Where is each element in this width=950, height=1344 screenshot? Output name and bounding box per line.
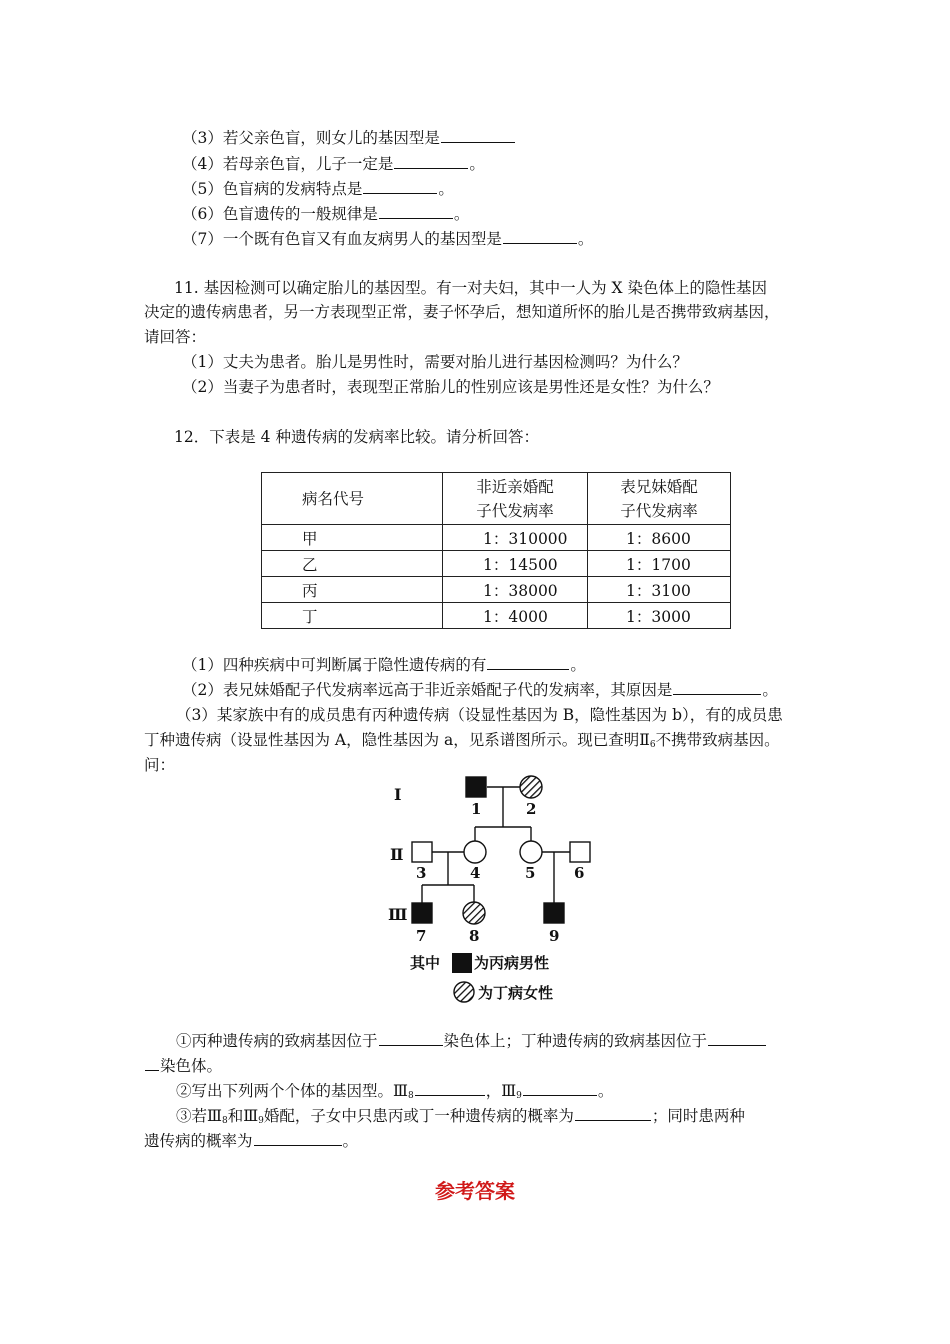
individual-number: 3 <box>416 864 427 882</box>
pedigree-chart <box>380 770 620 1008</box>
individual-9-affected-male <box>544 903 564 923</box>
table-cell: 1：14500 <box>443 551 588 577</box>
answer-blank <box>394 153 468 169</box>
legend-hatched-label: 为丁病女性 <box>478 984 554 1002</box>
individual-4-female <box>464 841 486 863</box>
individual-7-affected-male <box>412 903 432 923</box>
generation-label-1: I <box>394 785 402 804</box>
q10-item-6: （6）色盲遗传的一般规律是 。 <box>182 205 470 223</box>
q11-sub-1: （1）丈夫为患者。胎儿是男性时，需要对胎儿进行基因检测吗？为什么？ <box>182 353 688 371</box>
answer-blank <box>575 1105 651 1121</box>
legend-hatched-circle <box>454 982 474 1002</box>
answer-section-title: 参考答案 <box>435 1179 515 1203</box>
table-header-cell: 非近亲婚配 子代发病率 <box>443 473 588 525</box>
q12-a1-line-2: 染色体。 <box>144 1055 222 1076</box>
answer-blank <box>708 1030 766 1046</box>
answer-blank <box>415 1080 485 1096</box>
individual-number: 1 <box>471 800 482 818</box>
table-cell: 丙 <box>262 577 443 603</box>
q12-sub-3-line-2: 丁种遗传病（设显性基因为 A，隐性基因为 a，见系谱图所示。现已查明$Ⅱ_6$不携带致病基因。 <box>144 731 780 750</box>
individual-3-male <box>412 842 432 862</box>
answer-blank <box>523 1080 597 1096</box>
individual-number: 6 <box>574 864 585 882</box>
table-row <box>262 603 731 629</box>
answer-blank <box>503 228 577 244</box>
individual-2-affected-female <box>520 776 542 798</box>
answer-blank <box>379 1030 443 1046</box>
table-cell: 1：3000 <box>588 603 731 629</box>
individual-number: 7 <box>416 927 427 945</box>
answer-blank <box>145 1055 159 1071</box>
legend-prefix: 其中 <box>410 954 441 972</box>
table-header-cell: 病名代号 <box>262 473 443 525</box>
q11-sub-2: （2）当妻子为患者时，表现型正常胎儿的性别应该是男性还是女性？为什么？ <box>182 378 719 396</box>
table-cell: 1：3100 <box>588 577 731 603</box>
answer-blank <box>673 679 761 695</box>
table-cell: 1：1700 <box>588 551 731 577</box>
q10-item-7: （7）一个既有色盲又有血友病男人的基因型是 。 <box>182 230 594 248</box>
individual-1-affected-male <box>466 777 486 797</box>
q10-item-4: （4）若母亲色盲，儿子一定是 。 <box>182 155 485 173</box>
table-cell: 1：310000 <box>443 525 588 551</box>
individual-8-affected-female <box>463 902 485 924</box>
answer-blank <box>254 1130 342 1146</box>
table-cell: 1：4000 <box>443 603 588 629</box>
q12-a2: ②写出下列两个个体的基因型。$Ⅲ_8$ ，$Ⅲ_9$ 。 <box>176 1082 614 1101</box>
q12-sub-2: （2）表兄妹婚配子代发病率远高于非近亲婚配子代的发病率，其原因是 。 <box>182 681 778 699</box>
legend-black-label: 为丙病男性 <box>474 954 550 972</box>
table-header-row <box>262 473 731 525</box>
q12-intro: 12．下表是 4 种遗传病的发病率比较。请分析回答： <box>174 428 539 446</box>
individual-6-male <box>570 842 590 862</box>
answer-blank <box>441 127 515 143</box>
q12-sub-1: （1）四种疾病中可判断属于隐性遗传病的有 。 <box>182 656 586 674</box>
legend-black-square <box>452 953 472 973</box>
q10-item-3: （3）若父亲色盲，则女儿的基因型是 <box>182 127 516 148</box>
q11-line-3: 请回答： <box>144 328 207 346</box>
q12-sub-3-line-1: （3）某家族中有的成员患有丙种遗传病（设显性基因为 B，隐性基因为 b），有的成员患 <box>176 706 783 724</box>
individual-number: 2 <box>526 800 537 818</box>
q12-a3-line-1: ③若$Ⅲ_8$和$Ⅲ_9$婚配，子女中只患丙或丁一种遗传病的概率为 ；同时患两种 <box>176 1107 745 1126</box>
individual-number: 4 <box>470 864 481 882</box>
incidence-table <box>261 472 731 629</box>
answer-blank <box>363 178 437 194</box>
table-cell: 丁 <box>262 603 443 629</box>
individual-5-female <box>520 841 542 863</box>
q11-line-2: 决定的遗传病患者，另一方表现型正常，妻子怀孕后，想知道所怀的胎儿是否携带致病基因， <box>144 303 780 321</box>
answer-blank <box>379 203 453 219</box>
table-row <box>262 525 731 551</box>
q11-line-1: 11. 基因检测可以确定胎儿的基因型。有一对夫妇，其中一人为 X 染色体上的隐性基因 <box>174 279 767 297</box>
table-cell: 1：8600 <box>588 525 731 551</box>
q10-item-5: （5）色盲病的发病特点是 。 <box>182 180 454 198</box>
q12-a1-line-1: ①丙种遗传病的致病基因位于 染色体上；丁种遗传病的致病基因位于 <box>176 1030 767 1051</box>
table-cell: 1：38000 <box>443 577 588 603</box>
generation-label-3: Ⅲ <box>388 905 408 924</box>
generation-label-2: Ⅱ <box>390 845 404 864</box>
individual-number: 8 <box>469 927 480 945</box>
table-row <box>262 577 731 603</box>
individual-number: 9 <box>549 927 560 945</box>
table-header-cell: 表兄妹婚配 子代发病率 <box>588 473 731 525</box>
table-cell: 乙 <box>262 551 443 577</box>
q12-a3-line-2: 遗传病的概率为 。 <box>144 1132 359 1150</box>
individual-number: 5 <box>525 864 536 882</box>
table-cell: 甲 <box>262 525 443 551</box>
answer-blank <box>487 654 569 670</box>
table-row <box>262 551 731 577</box>
q12-sub-3-line-3: 问： <box>144 756 176 774</box>
